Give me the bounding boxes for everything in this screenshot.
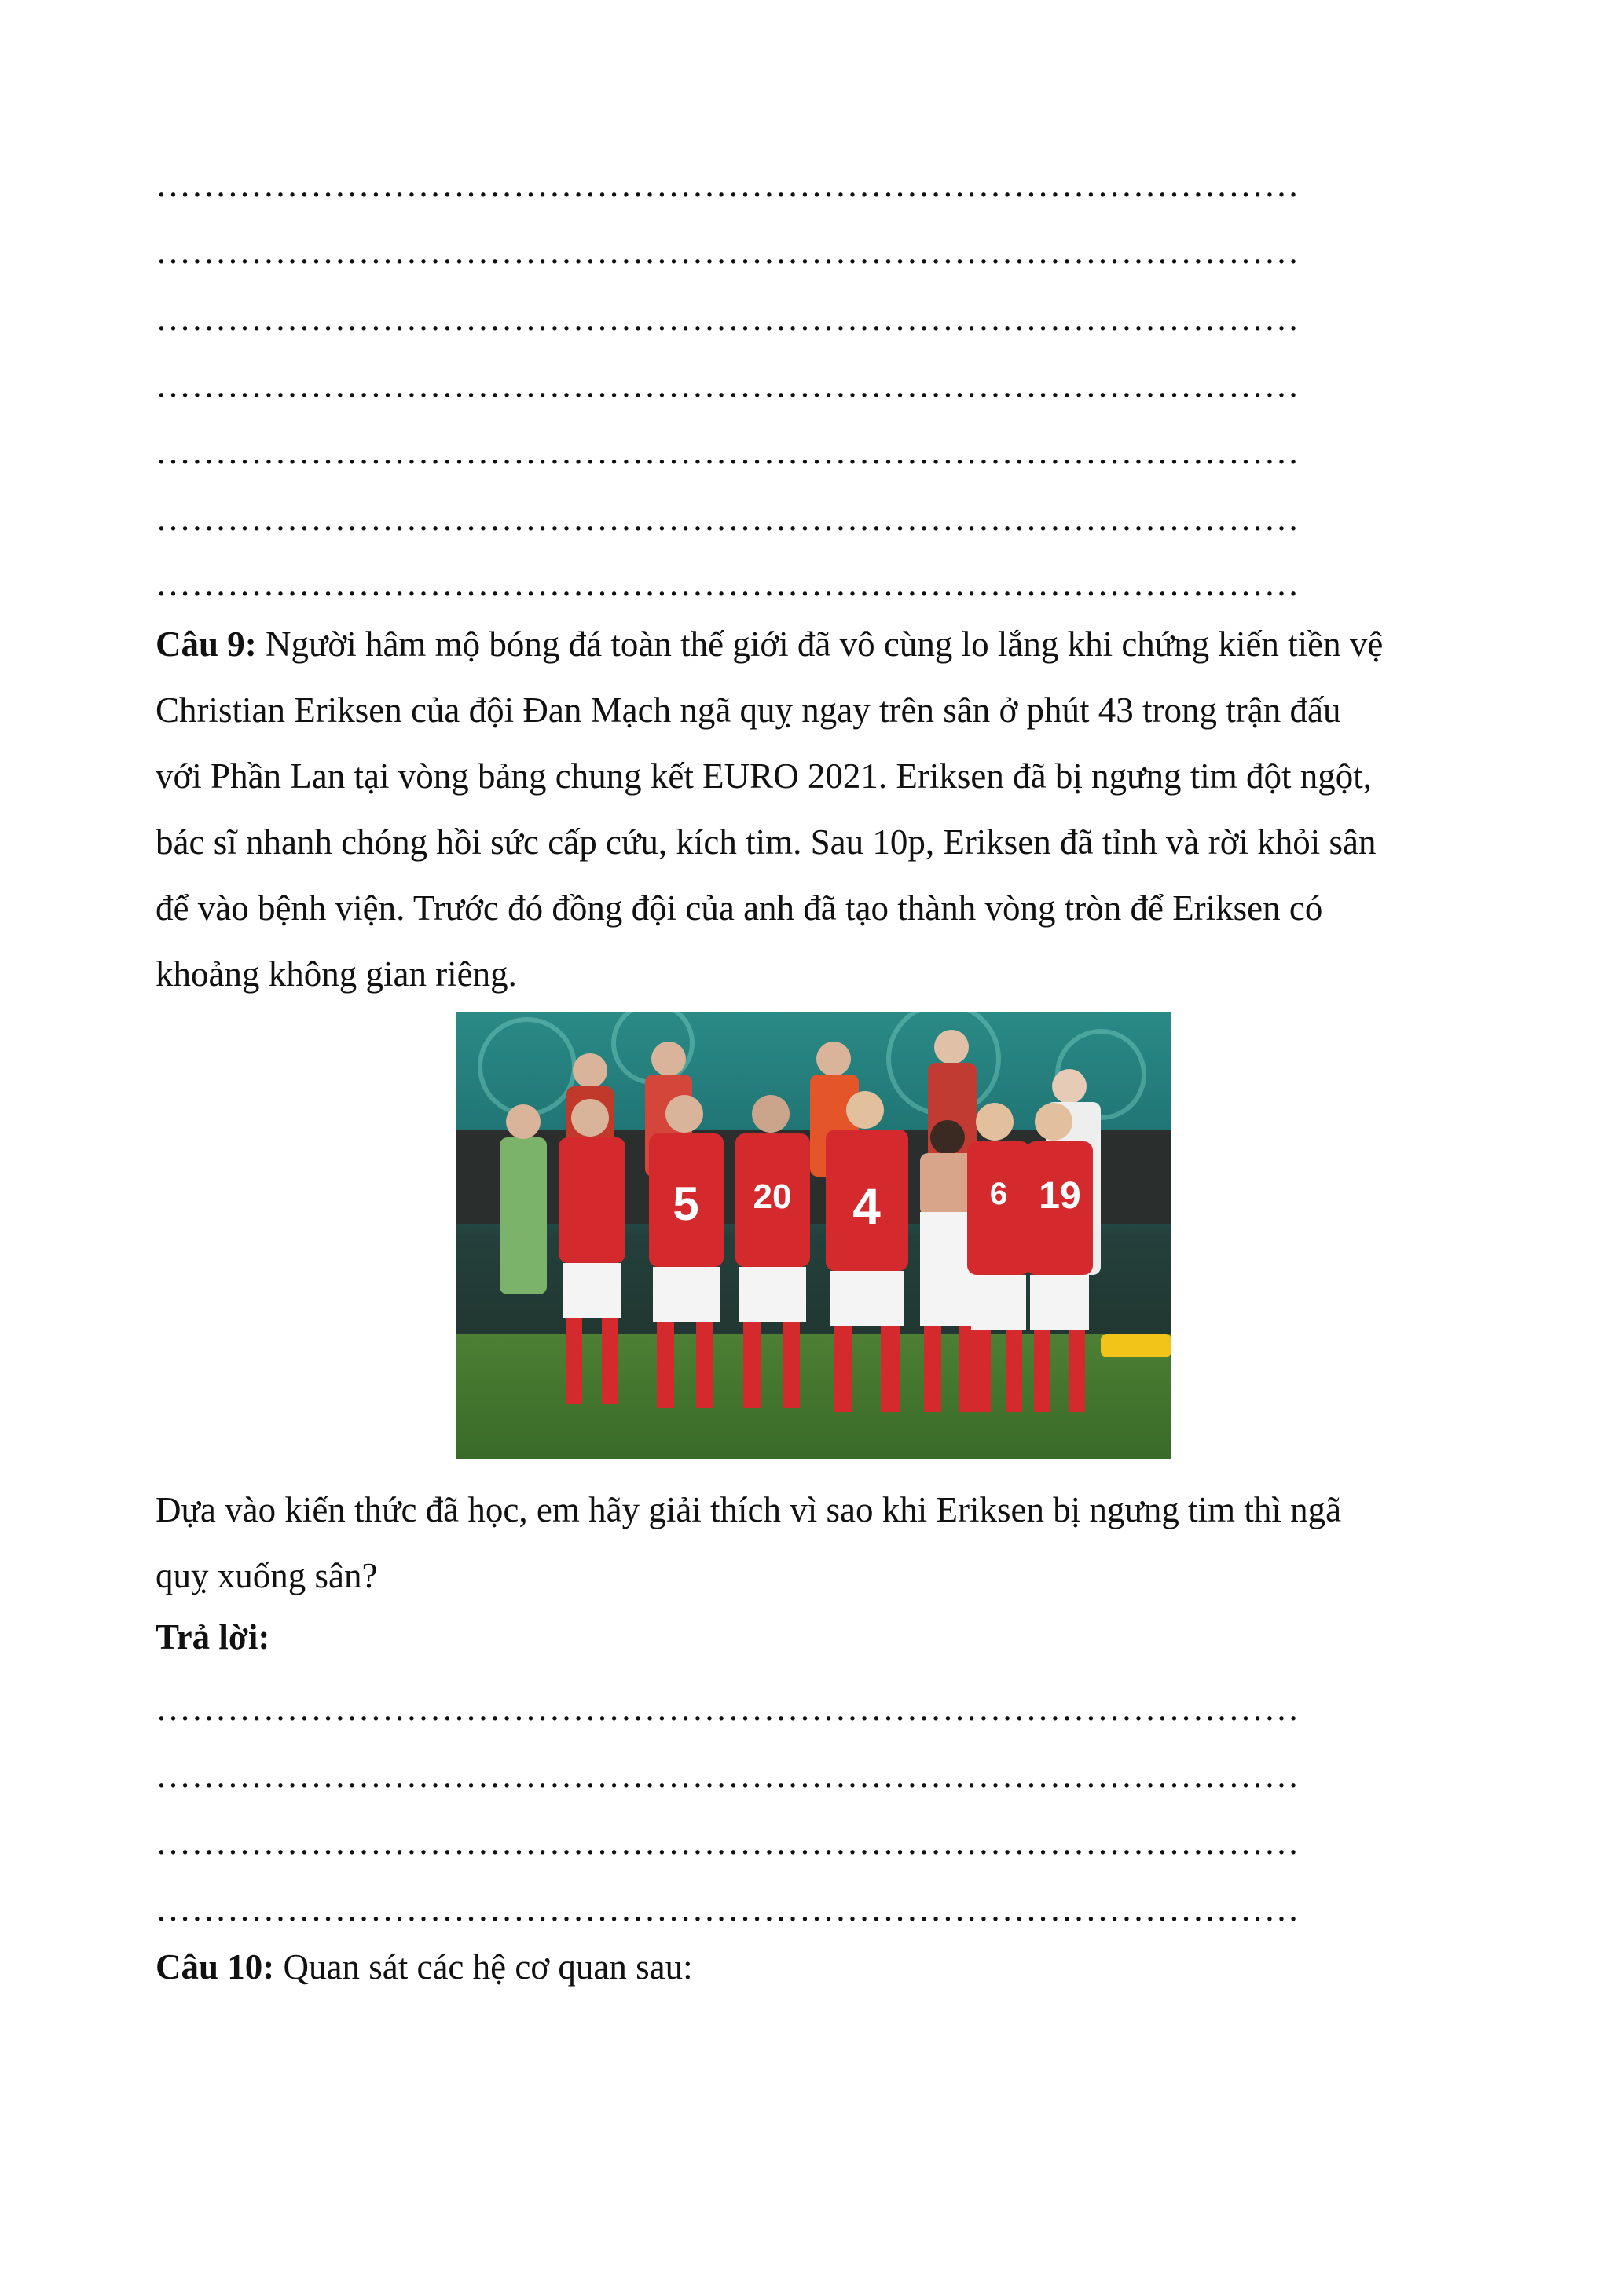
answer-line: …………………………………………………………………………………… bbox=[156, 232, 1300, 271]
answer-line: …………………………………………………………………………………… bbox=[156, 499, 1300, 538]
question-10-label: Câu 10: bbox=[156, 1947, 275, 1987]
answer-label-text: Trả lời: bbox=[156, 1617, 270, 1657]
answer-line: …………………………………………………………………………………… bbox=[156, 365, 1300, 405]
question-9-text: Người hâm mộ bóng đá toàn thế giới đã vô cùng lo lắng khi chứng kiến tiền vệ bbox=[256, 624, 1384, 664]
answer-line: …………………………………………………………………………………… bbox=[156, 1689, 1300, 1728]
shirt-number: 5 bbox=[673, 1177, 699, 1230]
question-9-line bbox=[156, 611, 1476, 677]
question-10 bbox=[156, 1943, 693, 1990]
question-9-line: để vào bệnh viện. Trước đó đồng đội của anh đã tạo thành vòng tròn để Eriksen có bbox=[156, 888, 1323, 928]
answer-line: …………………………………………………………………………………… bbox=[156, 432, 1300, 471]
question-10-text: Quan sát các hệ cơ quan sau: bbox=[274, 1947, 693, 1987]
answer-line: …………………………………………………………………………………… bbox=[156, 1889, 1300, 1928]
question-9-line: khoảng không gian riêng. bbox=[156, 954, 517, 994]
answer-line: …………………………………………………………………………………… bbox=[156, 298, 1300, 338]
question-9-label: Câu 9: bbox=[156, 624, 257, 664]
shirt-number: 4 bbox=[852, 1178, 881, 1235]
answer-line: …………………………………………………………………………………… bbox=[156, 165, 1300, 204]
shirt-number: 19 bbox=[1039, 1175, 1081, 1217]
shirt-number: 20 bbox=[753, 1177, 792, 1216]
answer-line: …………………………………………………………………………………… bbox=[156, 1822, 1300, 1862]
question-9-prompt bbox=[156, 1477, 1476, 1609]
answer-label bbox=[156, 1613, 269, 1661]
question-9-prompt-line: Dựa vào kiến thức đã học, em hãy giải thích vì sao khi Eriksen bị ngưng tim thì ngã bbox=[156, 1490, 1342, 1529]
question-9-line: với Phần Lan tại vòng bảng chung kết EURO 2021. Eriksen đã bị ngưng tim đột ngột, bbox=[156, 756, 1372, 796]
answer-line: …………………………………………………………………………………… bbox=[156, 564, 1300, 603]
answer-line: …………………………………………………………………………………… bbox=[156, 1756, 1300, 1795]
eriksen-photo bbox=[456, 1012, 1171, 1459]
shirt-number: 6 bbox=[989, 1177, 1008, 1211]
question-9-paragraph bbox=[156, 611, 1476, 1007]
question-9-line: Christian Eriksen của đội Đan Mạch ngã quỵ ngay trên sân ở phút 43 trong trận đấu bbox=[156, 690, 1341, 730]
question-9-line: bác sĩ nhanh chóng hồi sức cấp cứu, kích tim. Sau 10p, Eriksen đã tỉnh và rời khỏi sân bbox=[156, 822, 1377, 862]
question-9-prompt-line: quỵ xuống sân? bbox=[156, 1556, 378, 1595]
